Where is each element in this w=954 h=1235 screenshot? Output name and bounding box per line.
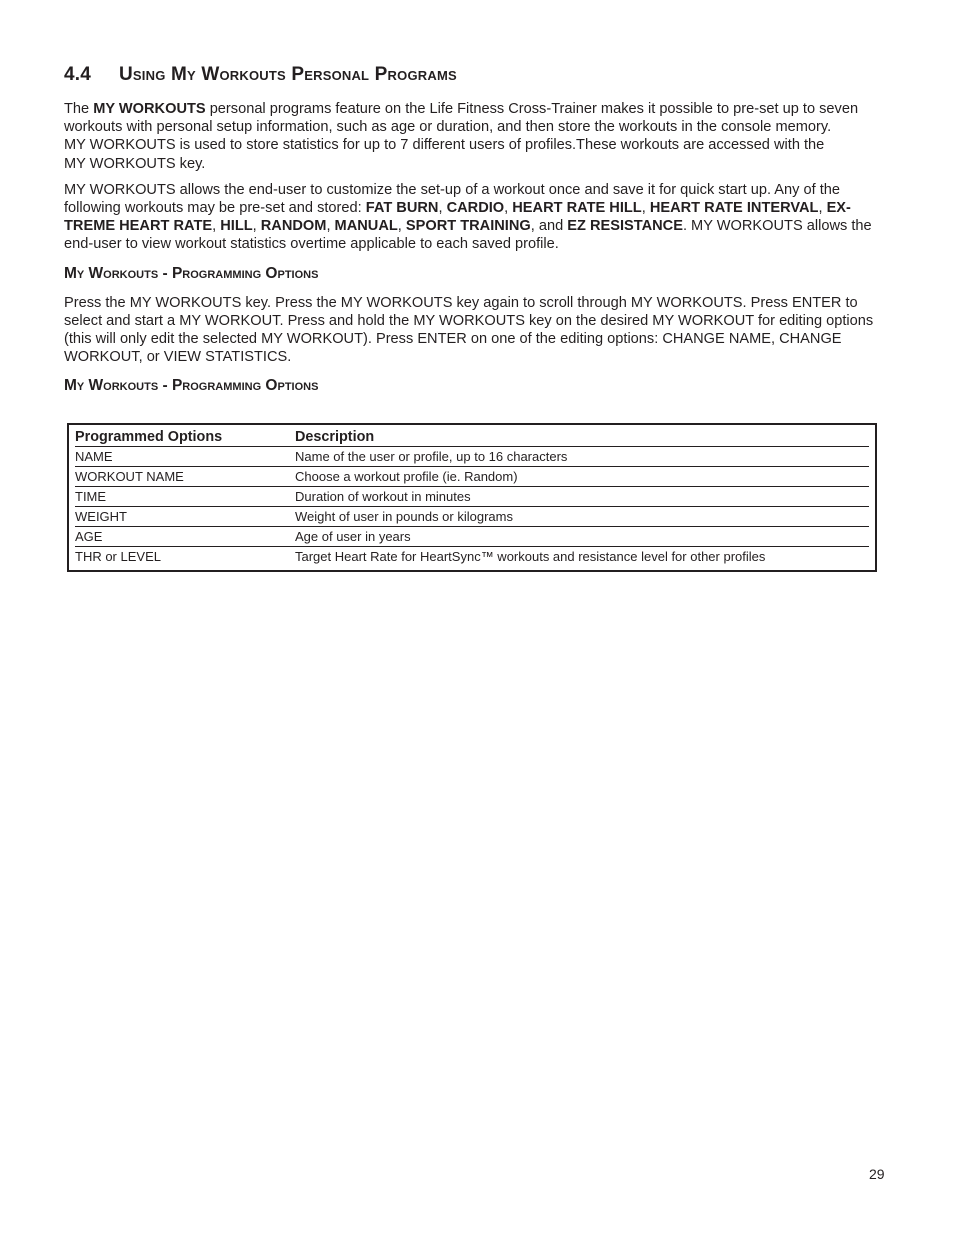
table-row xyxy=(75,487,869,507)
description-cell: Weight of user in pounds or kilograms xyxy=(295,507,869,527)
separator: , xyxy=(438,200,447,217)
option-cell: WORKOUT NAME xyxy=(75,467,295,487)
intro-bold-term: MY WORKOUTS xyxy=(93,101,206,117)
workouts-lead: MY WORKOUTS allows the end-user to customize the set-up of a workout once and save it for quick start up. Any of the following workouts may be pre-set and stored: xyxy=(64,181,840,217)
intro-text-rest: personal programs feature on the Life Fitness Cross-Trainer makes it possible to pre-set up to seven workouts with personal setup information, such as age or duration, and then store the workouts in the console memory. xyxy=(64,101,859,136)
option-cell: AGE xyxy=(75,527,295,547)
separator: , xyxy=(397,218,406,235)
separator: , xyxy=(326,218,335,235)
workout-heart-rate-interval: HEART RATE INTERVAL xyxy=(649,200,819,217)
workout-heart-rate-hill: HEART RATE HILL xyxy=(512,200,642,217)
page-number: 29 xyxy=(869,1166,885,1182)
programming-paragraph: Press the MY WORKOUTS key. Press the MY WORKOUTS key again to scroll through MY WORKOUTS. Press ENTER to select and start a MY WORKOUT. Press and hold the MY WORKOUTS key on the desired MY WORKOUT for editing options (this will only edit the selected MY WORKOUT). Press ENTER on one of the editing options: CHANGE NAME, CHANGE WORKOUT, or VIEW STATISTICS. xyxy=(64,294,874,366)
description-cell: Choose a workout profile (ie. Random) xyxy=(295,467,869,487)
separator: , xyxy=(504,200,513,217)
table-row xyxy=(75,547,869,567)
table-row xyxy=(75,467,869,487)
workout-extreme-heart-rate: EX-TREME HEART RATE xyxy=(64,200,851,235)
table-row xyxy=(75,507,869,527)
subheading-programming-options-table: My Workouts - Programming Options xyxy=(64,377,319,395)
options-table-frame xyxy=(67,423,877,572)
description-cell: Name of the user or profile, up to 16 characters xyxy=(295,447,869,467)
section-title xyxy=(64,62,890,88)
option-cell: NAME xyxy=(75,447,295,467)
workouts-tail: . MY WORKOUTS allows the end-user to view workout statistics overtime applicable to each saved profile. xyxy=(64,218,872,253)
description-cell: Duration of workout in minutes xyxy=(295,487,869,507)
options-table xyxy=(75,427,869,566)
description-cell: Target Heart Rate for HeartSync™ workouts and resistance level for other profiles xyxy=(295,549,766,565)
workout-cardio: CARDIO xyxy=(446,200,505,217)
intro-line-3: MY WORKOUTS key. xyxy=(64,155,206,172)
page-content xyxy=(64,62,890,572)
separator-and: , and xyxy=(530,218,568,235)
workout-hill: HILL xyxy=(220,218,253,235)
option-cell: THR or LEVEL xyxy=(75,549,161,565)
section-number: 4.4 xyxy=(64,64,92,85)
workout-sport-training: SPORT TRAINING xyxy=(405,218,531,235)
description-cell: Age of user in years xyxy=(295,527,869,547)
option-cell: TIME xyxy=(75,487,295,507)
intro-line-2: MY WORKOUTS is used to store statistics for up to 7 different users of profiles.These workouts are accessed with the xyxy=(64,137,825,154)
table-header-row xyxy=(75,427,869,447)
separator: , xyxy=(818,200,827,217)
intro-text-start: The xyxy=(64,101,94,117)
header-programmed-options: Programmed Options xyxy=(75,427,295,447)
header-description: Description xyxy=(295,427,869,447)
table-row xyxy=(75,527,869,547)
section-title-text: Using My Workouts Personal Programs xyxy=(119,64,457,85)
separator: , xyxy=(212,218,221,235)
workouts-paragraph xyxy=(64,181,890,254)
workout-random: RANDOM xyxy=(260,218,327,235)
workout-fat-burn: FAT BURN xyxy=(365,200,439,217)
separator: , xyxy=(641,200,650,217)
separator: , xyxy=(252,218,261,235)
workout-manual: MANUAL xyxy=(334,218,398,235)
workout-ez-resistance: EZ RESISTANCE xyxy=(567,218,683,235)
intro-paragraph xyxy=(64,100,890,173)
subheading-programming-options: My Workouts - Programming Options xyxy=(64,264,319,282)
table-row xyxy=(75,447,869,467)
option-cell: WEIGHT xyxy=(75,507,295,527)
